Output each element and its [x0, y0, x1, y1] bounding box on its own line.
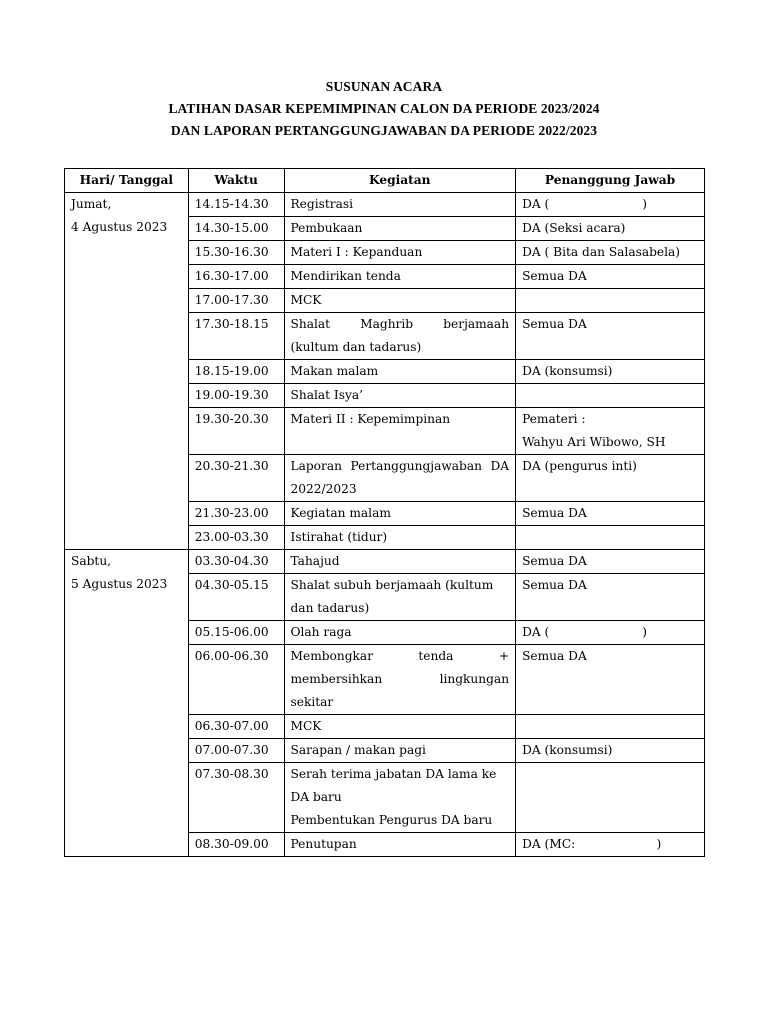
- activity-text: Olah raga: [290, 625, 352, 639]
- header-penanggung-jawab: Penanggung Jawab: [516, 169, 705, 193]
- responsible-cell: [516, 833, 705, 857]
- activity-text: dan tadarus): [290, 601, 370, 615]
- header-kegiatan: Kegiatan: [284, 169, 516, 193]
- activity-cell: [284, 265, 516, 289]
- responsible-cell: [516, 574, 705, 621]
- responsible-text: DA ( Bita dan Salasabela): [522, 245, 681, 259]
- activity-text: Makan malam: [290, 364, 379, 378]
- table-header-row: [65, 169, 705, 193]
- header-waktu: Waktu: [188, 169, 284, 193]
- time-cell: 17.30-18.15: [188, 313, 284, 360]
- time-cell: 04.30-05.15: [188, 574, 284, 621]
- activity-text: Shalat Maghrib berjamaah: [290, 317, 510, 331]
- activity-text: Registrasi: [290, 197, 353, 211]
- activity-cell: [284, 313, 516, 360]
- day-cell: [65, 550, 189, 857]
- time-cell: 19.00-19.30: [188, 384, 284, 408]
- activity-text: Pembentukan Pengurus DA baru: [290, 813, 493, 827]
- responsible-text: DA (konsumsi): [522, 364, 613, 378]
- title-line-1: SUSUNAN ACARA: [325, 79, 443, 94]
- time-cell: 15.30-16.30: [188, 241, 284, 265]
- time-cell: 06.30-07.00: [188, 715, 284, 739]
- responsible-cell: [516, 550, 705, 574]
- responsible-text: Semua DA: [522, 554, 587, 568]
- activity-text: Serah terima jabatan DA lama ke: [290, 767, 497, 781]
- time-cell: 16.30-17.00: [188, 265, 284, 289]
- activity-cell: [284, 621, 516, 645]
- activity-cell: [284, 408, 516, 455]
- responsible-cell: [516, 763, 705, 833]
- time-cell: 14.15-14.30: [188, 193, 284, 217]
- responsible-text: Semua DA: [522, 317, 587, 331]
- activity-text: Materi I : Kepanduan: [290, 245, 423, 259]
- activity-cell: [284, 360, 516, 384]
- responsible-text: Semua DA: [522, 506, 587, 520]
- responsible-text: DA (Seksi acara): [522, 221, 626, 235]
- responsible-cell: [516, 289, 705, 313]
- title-line-2: LATIHAN DASAR KEPEMIMPINAN CALON DA PERIODE 2023/2024: [168, 101, 600, 116]
- title-line-3: DAN LAPORAN PERTANGGUNGJAWABAN DA PERIODE 2022/2023: [170, 123, 598, 138]
- responsible-cell: [516, 621, 705, 645]
- responsible-cell: [516, 455, 705, 502]
- activity-text: DA baru: [290, 790, 342, 804]
- responsible-cell: [516, 241, 705, 265]
- responsible-text: DA (MC: ): [522, 837, 662, 851]
- time-cell: 14.30-15.00: [188, 217, 284, 241]
- time-cell: 07.30-08.30: [188, 763, 284, 833]
- activity-text: Kegiatan malam: [290, 506, 391, 520]
- time-cell: 23.00-03.30: [188, 526, 284, 550]
- time-cell: 07.00-07.30: [188, 739, 284, 763]
- responsible-cell: [516, 645, 705, 715]
- time-cell: 05.15-06.00: [188, 621, 284, 645]
- responsible-cell: [516, 526, 705, 550]
- schedule-table: [64, 168, 705, 857]
- responsible-cell: [516, 384, 705, 408]
- responsible-text: DA ( ): [522, 625, 647, 639]
- responsible-text: DA ( ): [522, 197, 647, 211]
- responsible-cell: [516, 217, 705, 241]
- responsible-text: Semua DA: [522, 649, 587, 663]
- activity-cell: [284, 526, 516, 550]
- activity-cell: [284, 645, 516, 715]
- day-label: 5 Agustus 2023: [71, 577, 168, 591]
- responsible-cell: [516, 408, 705, 455]
- responsible-cell: [516, 313, 705, 360]
- responsible-text: Pemateri :: [522, 412, 586, 426]
- activity-text: sekitar: [290, 695, 334, 709]
- time-cell: 19.30-20.30: [188, 408, 284, 455]
- activity-cell: [284, 550, 516, 574]
- responsible-cell: [516, 265, 705, 289]
- time-cell: 06.00-06.30: [188, 645, 284, 715]
- activity-text: Tahajud: [290, 554, 340, 568]
- responsible-cell: [516, 502, 705, 526]
- activity-text: 2022/2023: [290, 482, 357, 496]
- activity-text: Penutupan: [290, 837, 357, 851]
- activity-text: MCK: [290, 293, 322, 307]
- activity-cell: [284, 574, 516, 621]
- activity-cell: [284, 833, 516, 857]
- activity-text: MCK: [290, 719, 322, 733]
- responsible-text: DA (pengurus inti): [522, 459, 637, 473]
- time-cell: 17.00-17.30: [188, 289, 284, 313]
- time-cell: 08.30-09.00: [188, 833, 284, 857]
- responsible-cell: [516, 193, 705, 217]
- activity-text: Mendirikan tenda: [290, 269, 401, 283]
- activity-cell: [284, 739, 516, 763]
- activity-text: Laporan Pertanggungjawaban DA: [290, 459, 510, 473]
- day-label: 4 Agustus 2023: [71, 220, 168, 234]
- activity-text: Pembukaan: [290, 221, 363, 235]
- time-cell: 03.30-04.30: [188, 550, 284, 574]
- responsible-cell: [516, 715, 705, 739]
- responsible-cell: [516, 360, 705, 384]
- activity-cell: [284, 217, 516, 241]
- activity-cell: [284, 289, 516, 313]
- day-label: Jumat,: [71, 197, 112, 211]
- activity-cell: [284, 384, 516, 408]
- day-label: Sabtu,: [71, 554, 112, 568]
- activity-cell: [284, 715, 516, 739]
- table-row: [65, 550, 705, 574]
- header-hari-tanggal: Hari/ Tanggal: [65, 169, 189, 193]
- activity-cell: [284, 455, 516, 502]
- activity-text: Sarapan / makan pagi: [290, 743, 426, 757]
- responsible-cell: [516, 739, 705, 763]
- time-cell: 21.30-23.00: [188, 502, 284, 526]
- table-row: [65, 193, 705, 217]
- day-cell: [65, 193, 189, 550]
- responsible-text: Semua DA: [522, 578, 587, 592]
- activity-text: membersihkan lingkungan: [290, 672, 510, 686]
- schedule-body: [65, 193, 705, 857]
- activity-text: Shalat subuh berjamaah (kultum: [290, 578, 494, 592]
- activity-cell: [284, 502, 516, 526]
- activity-text: Shalat Isya’: [290, 388, 363, 402]
- time-cell: 20.30-21.30: [188, 455, 284, 502]
- activity-text: (kultum dan tadarus): [290, 340, 422, 354]
- activity-text: Istirahat (tidur): [290, 530, 388, 544]
- time-cell: 18.15-19.00: [188, 360, 284, 384]
- activity-cell: [284, 241, 516, 265]
- activity-text: Membongkar tenda +: [290, 649, 510, 663]
- responsible-text: Semua DA: [522, 269, 587, 283]
- responsible-text: Wahyu Ari Wibowo, SH: [522, 435, 666, 449]
- activity-cell: [284, 193, 516, 217]
- activity-cell: [284, 763, 516, 833]
- responsible-text: DA (konsumsi): [522, 743, 613, 757]
- activity-text: Materi II : Kepemimpinan: [290, 412, 451, 426]
